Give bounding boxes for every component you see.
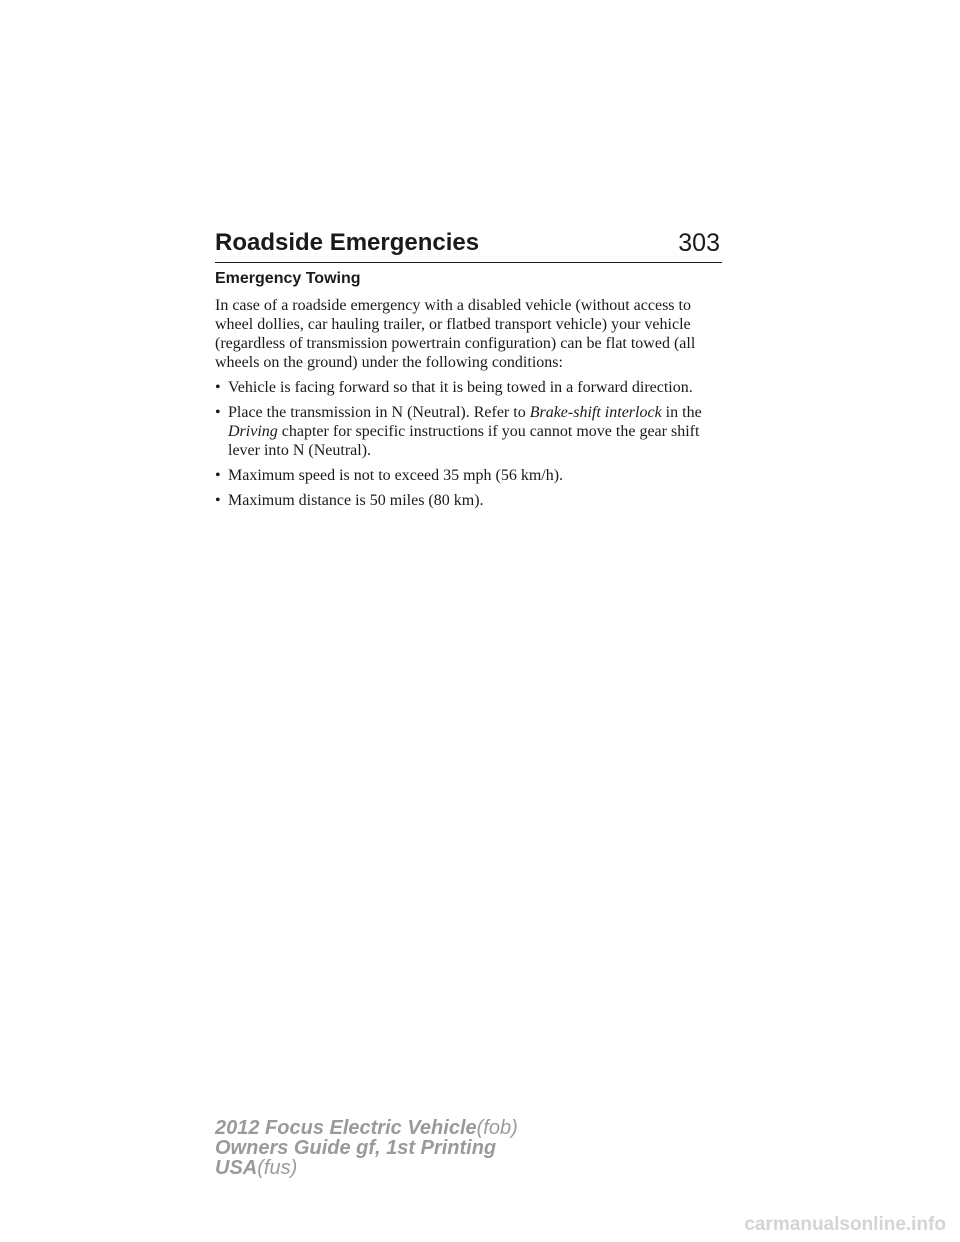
bullet-text: Maximum speed is not to exceed 35 mph (56 km/h). [228, 467, 564, 484]
bullet-icon: • [215, 467, 221, 484]
page-number: 303 [678, 229, 720, 257]
footer-line-2: Owners Guide gf, 1st Printing [215, 1137, 497, 1159]
bullet-text: Vehicle is facing forward so that it is being towed in a forward direction. [228, 379, 693, 396]
chapter-title: Roadside Emergencies [215, 229, 480, 256]
list-item [215, 378, 725, 397]
list-item [215, 403, 725, 460]
footer-vehicle-code: (fob) [476, 1117, 518, 1139]
bullet-text: in the [661, 404, 702, 421]
conditions-list [215, 378, 725, 510]
intro-paragraph: In case of a roadside emergency with a disabled vehicle (without access to wheel dollies, car hauling trailer, or flatbed transport vehicle) your vehicle (regardless of transmission powertrain configuration) can be flat towed (all wheels on the ground) under the following conditions: [215, 297, 696, 371]
footer-line-3 [215, 1158, 518, 1178]
cross-reference-brake-shift-interlock: Brake-shift interlock [529, 404, 662, 421]
print-footer [215, 1118, 518, 1178]
page-header [215, 228, 722, 263]
list-item [215, 466, 725, 485]
main-content [215, 268, 725, 516]
footer-market-code: (fus) [257, 1157, 298, 1179]
footer-vehicle: 2012 Focus Electric Vehicle [215, 1117, 477, 1139]
list-item [215, 491, 725, 510]
bullet-icon: • [215, 404, 221, 421]
bullet-icon: • [215, 379, 221, 396]
bullet-text: chapter for specific instructions if you cannot move the gear shift lever into N (Neutral). [228, 423, 700, 459]
cross-reference-driving-chapter: Driving [228, 423, 278, 440]
bullet-text: Maximum distance is 50 miles (80 km). [228, 492, 484, 509]
bullet-text: Place the transmission in N (Neutral). Refer to [228, 404, 530, 421]
site-watermark: carmanualsonline.info [744, 1214, 946, 1235]
bullet-icon: • [215, 492, 221, 509]
section-heading: Emergency Towing [215, 270, 361, 287]
footer-line-1 [215, 1118, 518, 1138]
footer-market: USA [215, 1157, 258, 1179]
